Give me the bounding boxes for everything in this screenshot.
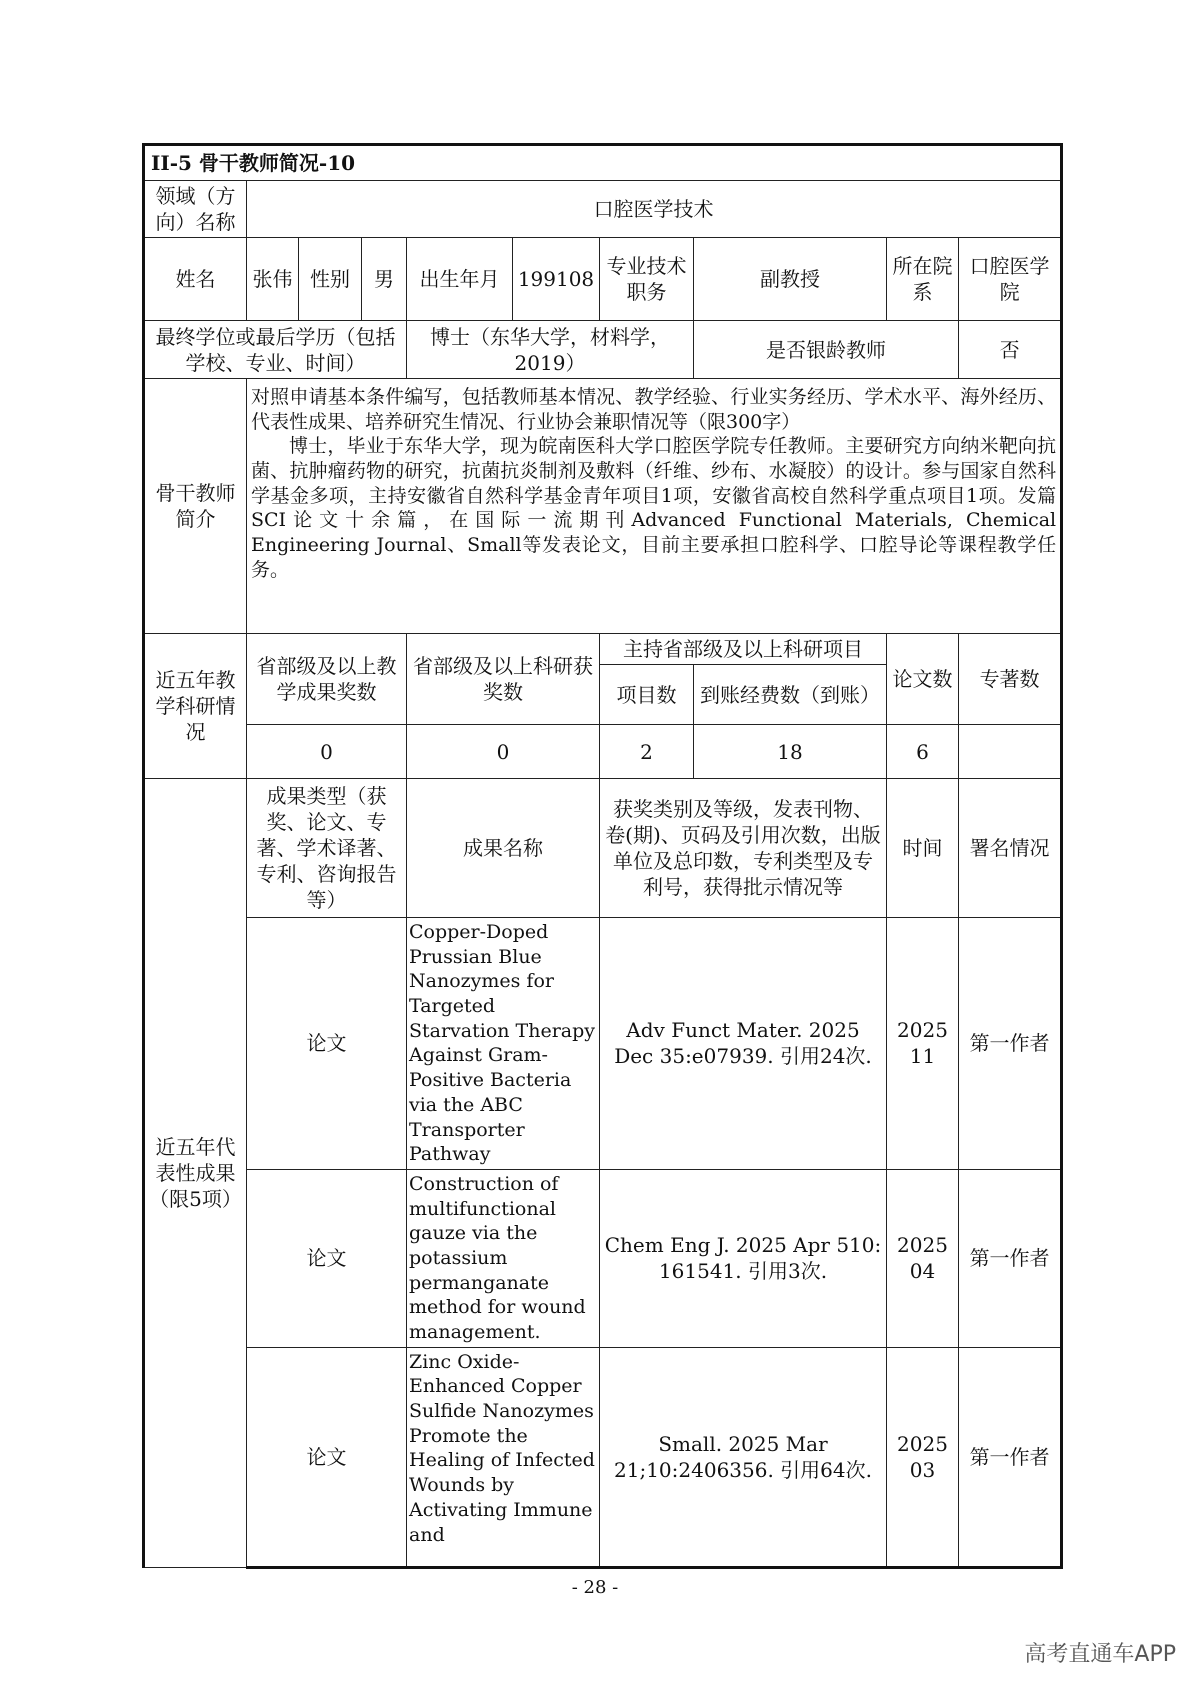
job-title-value: 副教授 xyxy=(694,238,887,321)
books-value xyxy=(959,725,1062,779)
degree-label: 最终学位或最后学历（包括学校、专业、时间） xyxy=(144,321,407,379)
time-header: 时间 xyxy=(887,779,959,918)
title-row xyxy=(144,145,1062,181)
field-value: 口腔医学技术 xyxy=(247,181,1062,238)
research-award-value: 0 xyxy=(407,725,600,779)
funding-value: 18 xyxy=(694,725,887,779)
field-label: 领域（方向）名称 xyxy=(144,181,247,238)
achievement-detail: Chem Eng J. 2025 Apr 510: 161541. 引用3次. xyxy=(600,1169,887,1347)
section-title: II-5 骨干教师简况-10 xyxy=(144,145,1062,181)
achievement-type: 论文 xyxy=(247,918,407,1170)
achievement-time: 202504 xyxy=(887,1169,959,1347)
field-row xyxy=(144,181,1062,238)
author-header: 署名情况 xyxy=(959,779,1062,918)
name-header: 成果名称 xyxy=(407,779,600,918)
silver-teacher-label: 是否银龄教师 xyxy=(694,321,959,379)
birth-value: 199108 xyxy=(513,238,600,321)
project-count-value: 2 xyxy=(600,725,694,779)
teaching-award-value: 0 xyxy=(247,725,407,779)
achievement-time: 202503 xyxy=(887,1347,959,1567)
name-value: 张伟 xyxy=(247,238,299,321)
achievements-header-row xyxy=(144,779,1062,918)
achievement-type: 论文 xyxy=(247,1347,407,1567)
teaching-award-label: 省部级及以上教学成果奖数 xyxy=(247,634,407,725)
achievements-label: 近五年代表性成果（限5项） xyxy=(144,779,247,1568)
name-label: 姓名 xyxy=(144,238,247,321)
achievement-author: 第一作者 xyxy=(959,918,1062,1170)
silver-teacher-value: 否 xyxy=(959,321,1062,379)
job-title-label: 专业技术职务 xyxy=(600,238,694,321)
research-award-label: 省部级及以上科研获奖数 xyxy=(407,634,600,725)
intro-row xyxy=(144,379,1062,634)
basic-info-row xyxy=(144,238,1062,321)
birth-label: 出生年月 xyxy=(407,238,513,321)
degree-row xyxy=(144,321,1062,379)
project-count-label: 项目数 xyxy=(600,665,694,725)
funding-label: 到账经费数（到账） xyxy=(694,665,887,725)
gender-label: 性别 xyxy=(299,238,362,321)
college-label: 所在院系 xyxy=(887,238,959,321)
profile-table xyxy=(142,143,1063,1569)
watermark: 高考直通车APP xyxy=(1024,1642,1176,1667)
research-values-row xyxy=(144,725,1062,779)
books-label: 专著数 xyxy=(959,634,1062,725)
page-number: - 28 - xyxy=(571,1577,619,1598)
achievement-detail: Adv Funct Mater. 2025 Dec 35:e07939. 引用24次. xyxy=(600,918,887,1170)
achievement-name: Copper-Doped Prussian Blue Nanozymes for Targeted Starvation Therapy Against Gram-Positive Bacteria via the ABC Transporter Pathway xyxy=(407,918,600,1170)
projects-label: 主持省部级及以上科研项目 xyxy=(600,634,887,665)
college-value: 口腔医学院 xyxy=(959,238,1062,321)
gender-value: 男 xyxy=(362,238,407,321)
degree-value: 博士（东华大学，材料学，2019） xyxy=(407,321,694,379)
intro-content xyxy=(247,379,1062,634)
achievement-row xyxy=(144,1169,1062,1347)
detail-header: 获奖类别及等级，发表刊物、卷(期)、页码及引用次数，出版单位及总印数，专利类型及专利号，获得批示情况等 xyxy=(600,779,887,918)
research-label: 近五年教学科研情况 xyxy=(144,634,247,779)
achievement-name: Construction of multifunctional gauze via the potassium permanganate method for wound management. xyxy=(407,1169,600,1347)
intro-label: 骨干教师简介 xyxy=(144,379,247,634)
papers-value: 6 xyxy=(887,725,959,779)
achievement-author: 第一作者 xyxy=(959,1169,1062,1347)
type-header: 成果类型（获奖、论文、专著、学术译著、专利、咨询报告等） xyxy=(247,779,407,918)
papers-label: 论文数 xyxy=(887,634,959,725)
intro-body: 博士，毕业于东华大学，现为皖南医科大学口腔医学院专任教师。主要研究方向纳米靶向抗菌、抗肿瘤药物的研究，抗菌抗炎制剂及敷料（纤维、纱布、水凝胶）的设计。参与国家自然科学基金多项，主持安徽省自然科学基金青年项目1项，安徽省高校自然科学重点项目1项。发篇SCI论文十余篇，在国际一流期刊Advanced Functional Materials, Chemical Engineering Journal、Small等发表论文，目前主要承担口腔科学、口腔导论等课程教学任务。 xyxy=(251,435,1057,581)
achievement-author: 第一作者 xyxy=(959,1347,1062,1567)
achievement-type: 论文 xyxy=(247,1169,407,1347)
research-header-row-1 xyxy=(144,634,1062,665)
achievement-name: Zinc Oxide-Enhanced Copper Sulfide Nanozymes Promote the Healing of Infected Wounds by Activating Immune and xyxy=(407,1347,600,1567)
intro-instruction: 对照申请基本条件编写，包括教师基本情况、教学经验、行业实务经历、学术水平、海外经历、代表性成果、培养研究生情况、行业协会兼职情况等（限300字） xyxy=(251,386,1057,433)
achievement-detail: Small. 2025 Mar 21;10:2406356. 引用64次. xyxy=(600,1347,887,1567)
achievement-row xyxy=(144,918,1062,1170)
achievement-time: 202511 xyxy=(887,918,959,1170)
achievement-row xyxy=(144,1347,1062,1567)
